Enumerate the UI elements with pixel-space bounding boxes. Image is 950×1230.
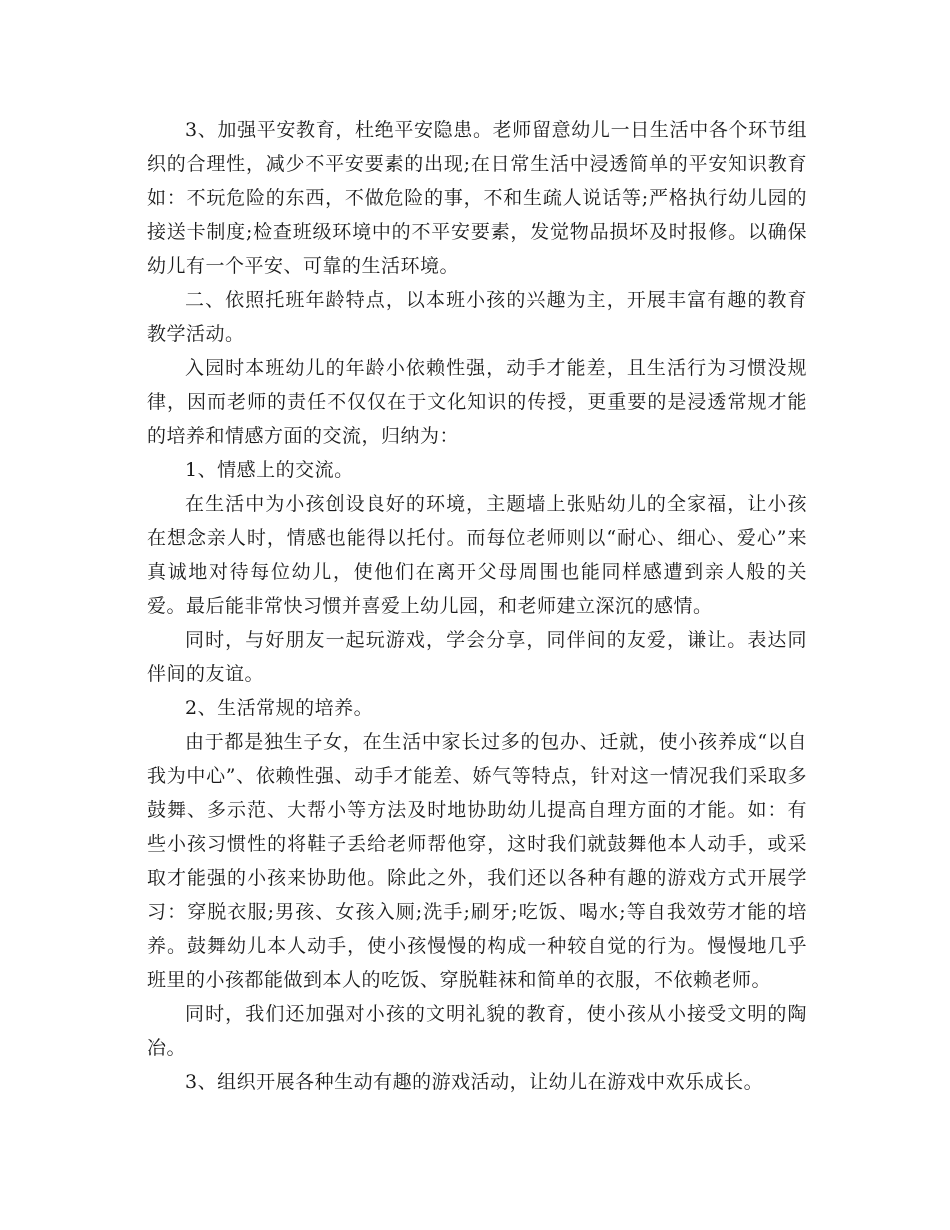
paragraph-manners: 同时，我们还加强对小孩的文明礼貌的教育，使小孩从小接受文明的陶冶。 <box>147 1003 807 1059</box>
paragraph-emotional-heading: 1、情感上的交流。 <box>185 459 354 481</box>
paragraph-self-care: 由于都是独生子女，在生活中家长过多的包办、迁就，使小孩养成“以自我为中心”、依赖性强、动手才能差、娇气等特点，针对这一情况我们采取多鼓舞、多示范、大帮小等方法及时地协助幼儿提高自理方面的才能。如：有些小孩习惯性的将鞋子丢给老师帮他穿，这时我们就鼓舞他本人动手，或采取才能强的小孩来协助他。除此之外，我们还以各种有趣的游戏方式开展学习：穿脱衣服;男孩、女孩入厕;洗手;刷牙;吃饭、喝水;等自我效劳才能的培养。鼓舞幼儿本人动手，使小孩慢慢的构成一种较自觉的行为。慢慢地几乎班里的小孩都能做到本人的吃饭、穿脱鞋袜和简单的衣服，不依赖老师。 <box>147 731 807 991</box>
paragraph-section-two-heading: 二、依照托班年龄特点，以本班小孩的兴趣为主，开展丰富有趣的教育教学活动。 <box>147 289 807 345</box>
paragraph-games-heading: 3、组织开展各种生动有趣的游戏活动，让幼儿在游戏中欢乐成长。 <box>185 1071 764 1093</box>
paragraph-enrollment: 入园时本班幼儿的年龄小依赖性强，动手才能差，且生活行为习惯没规律，因而老师的责任不仅仅在于文化知识的传授，更重要的是浸透常规才能的培养和情感方面的交流，归纳为： <box>147 357 807 447</box>
document-body <box>147 113 807 1099</box>
paragraph-emotional-environment: 在生活中为小孩创设良好的环境，主题墙上张贴幼儿的全家福，让小孩在想念亲人时，情感也能得以托付。而每位老师则以“耐心、细心、爱心”来真诚地对待每位幼儿，使他们在离开父母周围也能同样感遭到亲人般的关爱。最后能非常快习惯并喜爱上幼儿园，和老师建立深沉的感情。 <box>147 493 807 617</box>
paragraph-routine-heading: 2、生活常规的培养。 <box>185 697 374 719</box>
paragraph-friendship: 同时，与好朋友一起玩游戏，学会分享，同伴间的友爱，谦让。表达同伴间的友谊。 <box>147 629 807 685</box>
paragraph-safety-education: 3、加强平安教育，杜绝平安隐患。老师留意幼儿一日生活中各个环节组织的合理性，减少不平安要素的出现;在日常生活中浸透简单的平安知识教育如：不玩危险的东西，不做危险的事，不和生疏人说话等;严格执行幼儿园的接送卡制度;检查班级环境中的不平安要素，发觉物品损坏及时报修。以确保幼儿有一个平安、可靠的生活环境。 <box>147 119 807 277</box>
